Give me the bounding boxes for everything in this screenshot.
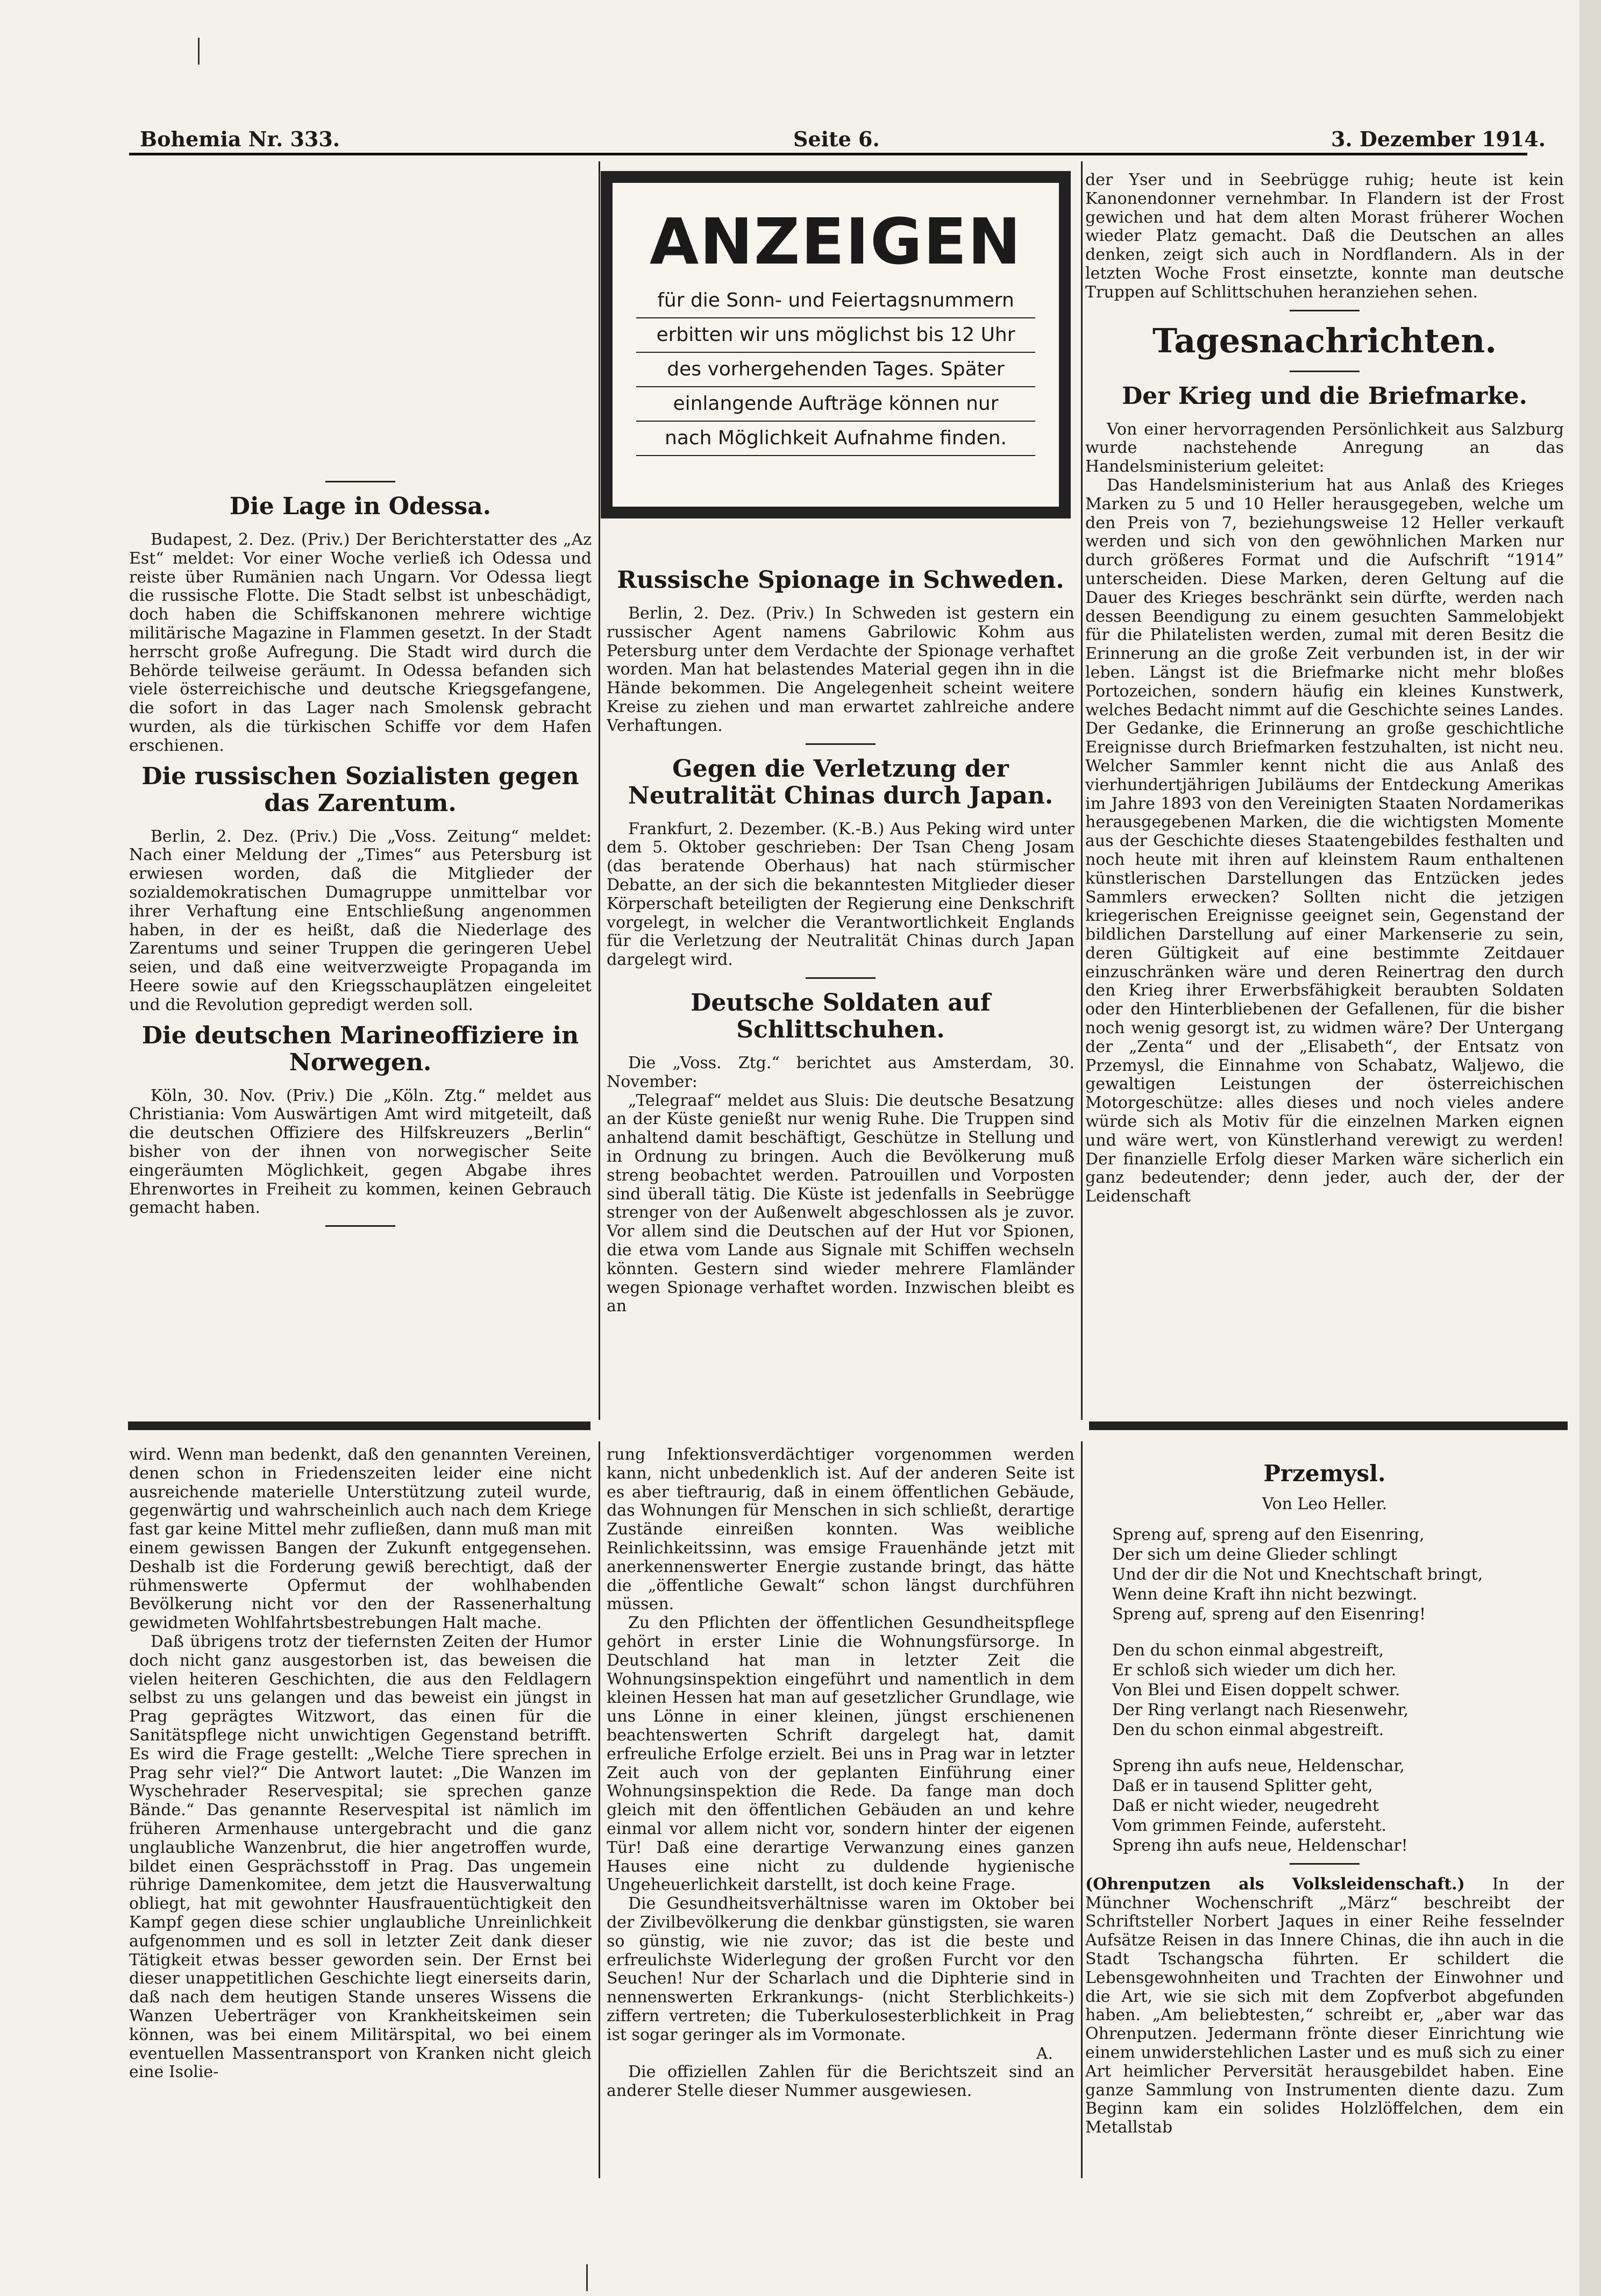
column-1-lower [129,1446,592,2199]
article-lower1-text2: Daß übrigens trotz der tiefernsten Zeiten der Humor doch nicht ganz ausgestorben ist, das beweisen die vielen heiteren Geschichten, die aus den Feldlagern selbst zu uns gelangen und das beweist ein jüngst in Prag geprägtes Witzwort, das einen für die Sanitätspflege nicht unwichtigen Gegenstand betrifft. Es wird die Frage gestellt: „Welche Tiere sprechen in Prag sehr viel?“ Die Antwort lautet: „Die Wanzen im Wyschehrader Reservespital; sie sprechen ganze Bände.“ Das genannte Reservespital ist nämlich im früheren Armenhause untergebracht und die ganz unglaubliche Wanzenbrut, die hier angetroffen wurde, bildet einen Gesprächsstoff in Prag. Das ungemein rührige Damenkomitee, dem jetzt die Hausverwaltung obliegt, hat mit gewohnter Hausfrauentüchtigkeit den Kampf gegen diese schier unglaubliche Unreinlichkeit aufgenommen und es soll in letzter Zeit dank dieser Tätigkeit etwas besser geworden sein. Der Ernst bei dieser unappetitlichen Geschichte liegt einerseits darin, daß nach dem heutigen Stande unseres Wissens die Wanzen Ueberträger von Krankheitskeimen sein können, was bei einem Militärspital, wo bei einem eventuellen Massentransport von Kranken nicht gleich eine Isolie- [129,1632,592,2082]
column-2-lower [607,1446,1075,2199]
article-schlittschuhe-text: „Telegraaf“ meldet aus Sluis: Die deutsche Besatzung an der Küste genießt nur wenig Ruhe. Die Truppen sind anhaltend damit beschäftigt, Geschütze in Stellung und in Ordnung zu bringen. Auch die Bevölkerung muß streng beobachtet werden. Patrouillen und Vorposten sind überall tätig. Die Küste ist jedenfalls in Seebrügge strenger von der Außenwelt abgeschlossen als je zuvor. Vor allem sind die Deutschen auf der Hut vor Spionen, die etwa vom Lande aus Signale mit Schiffen wechseln könnten. Gestern sind wieder mehrere Flamländer wegen Spionage verhaftet worden. Inzwischen bleibt es an [607,1091,1075,1316]
column-2-upper [607,559,1075,1398]
poem-line: Den du schon einmal abgestreift, [1112,1640,1384,1660]
article-lower2-text2: Zu den Pflichten der öffentlichen Gesundheitspflege gehört in erster Linie die Wohnungsfürsorge. In Deutschland hat man in letzter Zeit die Wohnungsinspektion eingeführt und namentlich in dem kleinen Hessen hat man auf gesetzlicher Grundlage, wie uns Lönne in einer kleinen, jüngst erschienenen beachtenswerten Schrift dargelegt hat, damit erfreuliche Erfolge erzielt. Bei uns in Prag war in letzter Zeit auch von der geplanten Einführung einer Wohnungsinspektion die Rede. Da fange man doch gleich mit den öffentlichen Gebäuden an und kehre einmal vor allem nicht vor, sondern hinter der eigenen Tür! Daß eine derartige Verwanzung eines ganzen Hauses eine nicht zu duldende hygienische Ungeheuerlichkeit darstellt, ist doch keine Frage. [607,1613,1075,1895]
article-briefmarke-text: Das Handelsministerium hat aus Anlaß des Krieges Marken zu 5 und 10 Heller herausgegeben, welche um den Preis von 7, beziehungsweise 12 Heller verkauft werden und sich von den gewöhnlichen Marken nur durch größeres Format und die Aufschrift “1914” unterscheiden. Diese Marken, deren Geltung auf die Dauer des Krieges beschränkt sein dürfte, werden nach dessen Beendigung zu einem gesuchten Sammelobjekt für die Philatelisten werden, zumal mit deren Besitz die Erinnerung an die große Zeit verbunden ist, in der wir leben. Längst ist die Briefmarke nicht mehr bloßes Portozeichen, sondern häufig ein kleines Kunstwerk, welches Bedacht nimmt auf die Geschichte seines Landes. Der Gedanke, die Erinnerung an große geschichtliche Ereignisse durch Briefmarken festzuhalten, ist nicht neu. Welcher Sammler kennt nicht die aus Anlaß des vierhundertjährigen Jubiläums der Entdeckung Amerikas im Jahre 1893 von den Vereinigten Staaten Nordamerikas herausgegebenen Marken, die die wichtigsten Momente aus der Geschichte dieses Staatengebildes festhalten und noch heute mit ihren auf kleinstem Raum enthaltenen künstlerischen Darstellungen das Entzücken jedes Sammlers erwecken? Sollten nicht die jetzigen kriegerischen Ereignisse geeignet sein, Gegenstand der bildlichen Darstellung auf einer Markenserie zu sein, deren Gültigkeit auf eine bestimmte Zeitdauer einzuschränken wäre und deren Reinertrag den durch den Krieg ihrer Erwerbsfähigkeit beraubten Soldaten oder den Hinterbliebenen der Gefallenen, für die bisher noch wenig gesorgt ist, zu widmen wäre? Der Untergang der „Zenta“ und der „Elisabeth“, der Entsatz von Przemysl, die Einnahme von Schabatz, Waljewo, die gewaltigen Leistungen der österreichischen Motorgeschütze: alles dieses und noch vieles andere würde sich als Motiv für die einzelnen Marken eignen und wäre wert, von Künstlerhand verewigt zu werden! Der finanzielle Erfolg dieser Marken wäre sicherlich ein ganz bedeutender; denn jeder, auch der, der der Leidenschaft [1085,475,1564,1206]
short-rule [1290,371,1360,372]
article-lower1-text: wird. Wenn man bedenkt, daß den genannten Vereinen, denen schon in Friedenszeiten leider eine nicht ausreichende materielle Unterstützung zuteil wurde, gegenwärtig und wahrscheinlich auch nach dem Kriege fast gar keine Mittel mehr zufließen, dann muß man mit einem gewissen Bangen der Zukunft entgegensehen. Deshalb ist die Forderung gewiß berechtigt, daß der rühmenswerte Opfermut der wohlhabenden Bevölkerung nicht vor den der Rassenerhaltung gewidmeten Wohlfahrtsbestrebungen Halt mache. [129,1446,592,1633]
section-rule [128,1421,590,1430]
column-3-upper [1085,171,1564,1408]
poem-line: Daß er in tausend Splitter geht, [1112,1776,1373,1795]
article-lower2-text: rung Infektionsverdächtiger vorgenommen werden kann, nicht unbedenklich ist. Auf der anderen Seite ist es aber tieftraurig, daß in einem öffentlichen Gebäude, das Wohnungen für Menschen in sich schließt, derartige Zustände einreißen konnten. Was weibliche Reinlichkeitssinn, was emsige Frauenhände jetzt mit anerkennenswerter Energie zustande bringt, das hätte die „öffentliche Gewalt“ schon längst durchführen müssen. [607,1446,1075,1614]
article-marine-officers-text: Köln, 30. Nov. (Priv.) Die „Köln. Ztg.“ meldet aus Christiania: Vom Auswärtigen Amt wird mitgeteilt, daß die deutschen Offiziere des Hilfskreuzers „Berlin“ bisher von der ihnen von norwegischer Seite eingeräumten Möglichkeit, gegen Abgabe ihres Ehrenwortes in Freiheit zu kommen, keinen Gebrauch gemacht haben. [129,1086,592,1218]
article-ohrenputzen-text: In der Münchner Wochenschrift „März“ beschreibt der Schriftsteller Norbert Jaques in einer Reihe fesselnder Aufsätze Reisen in das Innere Chinas, die ihn auch in die Stadt Tschangscha führten. Er schildert die Lebensgewohnheiten und Trachten der Einwohner und die Art, wie sie sich mit dem Zopfverbot abgefunden haben. „Am beliebtesten,“ schreibt er, „aber war das Ohrenputzen. Jedermann frönte dieser Einrichtung wie einem unwiderstehlichen Laster und es muß sich zu einer Art heimlicher Perversität herausgebildet haben. Eine ganze Sammlung von Instrumenten diente dazu. Zum Beginn kam ein solides Holzlöffelchen, dem ein Metallstab [1085,1874,1564,2137]
poem-line: Wenn deine Kraft ihn nicht bezwingt. [1112,1584,1418,1604]
scan-mark [198,38,200,65]
headline-briefmarke: Der Krieg und die Briefmarke. [1122,382,1527,410]
poem-line: Er schloß sich wieder um dich her. [1112,1660,1397,1680]
article-spionage-text: Berlin, 2. Dez. (Priv.) In Schweden ist gestern ein russischer Agent namens Gabrilowic Kohm aus Petersburg unter dem Verdachte der Spionage verhaftet worden. Man hat belastendes Material gegen ihn in die Hände bekommen. Die Angelegenheit scheint weitere Kreise zu ziehen und man erwartet zahlreiche andere Verhaftungen. [607,604,1075,735]
column-divider [599,161,600,1420]
article-lower2-text4: Die offiziellen Zahlen für die Berichtszeit sind an anderer Stelle dieser Nummer ausgewiesen. [607,2063,1075,2101]
header-rule [129,153,1527,155]
page-edge [1579,0,1601,2296]
article-china-japan-text: Frankfurt, 2. Dezember. (K.-B.) Aus Peking wird unter dem 5. Oktober geschrieben: Der Tsan Cheng Josam (das beratende Oberhaus) hat nach stürmischer Debatte, an der sich die bekanntesten Mitglieder dieser Körperschaft beteiligten der Regierung eine Denkschrift vorgelegt, in welcher die Verantwortlichkeit Englands für die Verletzung der Neutralität Chinas durch Japan dargelegt wird. [607,819,1075,970]
column-divider [1081,1441,1083,2178]
article-schlittschuhe-intro: Die „Voss. Ztg.“ berichtet aus Amsterdam, 30. November: [607,1053,1075,1091]
poem-line: Vom grimmen Feinde, aufersteht. [1112,1816,1386,1835]
poem-line: Der sich um deine Glieder schlingt [1112,1545,1397,1564]
short-rule [325,1225,395,1227]
page-header [129,123,1546,155]
header-issue: Bohemia Nr. 333. [140,127,340,151]
article-socialists-text: Berlin, 2. Dez. (Priv.) Die „Voss. Zeitung“ meldet: Nach einer Meldung der „Times“ aus Petersburg ist erwiesen worden, daß die Mitglieder der sozialdemokratischen Dumagruppe unmittelbar vor ihrer Verhaftung eine Entschließung angenommen haben, in der es heißt, daß die Niederlage des Zarentums und seiner Truppen die geringeren Uebel seien, und daß eine weitverzweigte Propaganda im Heere sowie auf den Kriegsschauplätzen eingeleitet und die Revolution gepredigt werden soll. [129,827,592,1014]
poem-line: Der Ring verlangt nach Riesenwehr, [1112,1700,1409,1719]
article-lower2-text3: Die Gesundheitsverhältnisse waren im Oktober bei der Zivilbevölkerung die denkbar günstigsten, sie waren so günstig, wie nie zuvor; das ist die beste und erfreulichste Widerlegung der großen Furcht vor den Seuchen! Nur der Scharlach und die Diphterie sind in nennenswerten Erkrankungs- (nicht Sterblichkeits-) ziffern vertreten; die Tuberkulosesterblichkeit in Prag ist sogar geringer als im Vormonate. [607,1894,1075,2044]
ad-line: erbitten wir uns möglichst bis 12 Uhr [636,318,1035,353]
headline-schlittschuhe: Deutsche Soldaten auf Schlittschuhen. [691,989,991,1043]
signature: A. [1036,2044,1053,2063]
article-ohrenputzen [1085,1875,1564,2137]
poem-line: Spreng ihn aufs neue, Heldenschar, [1112,1756,1405,1775]
column-divider [599,1441,600,2178]
article-odessa-text: Budapest, 2. Dez. (Priv.) Der Berichterstatter des „Az Est“ meldet: Vor einer Woche verließ ich Odessa und reiste über Rumänien nach Ungarn. Vor Odessa liegt die russische Flotte. Die Stadt selbst ist unbeschädigt, doch haben die Schiffskanonen mehrere wichtige militärische Magazine in Flammen gesetzt. In der Stadt herrscht große Aufregung. Die Stadt wird durch die Behörde teilweise geräumt. In Odessa befanden sich viele österreichische und deutsche Kriegsgefangene, die sofort in das Lager nach Smolensk gebracht wurden, als die türkischen Schiffe vor dem Hafen erschienen. [129,530,592,755]
header-page-number: Seite 6. [793,127,880,151]
poem [1112,1525,1564,1856]
headline-odessa: Die Lage in Odessa. [229,493,492,520]
short-rule [806,743,876,745]
headline-china-japan: Gegen die Verletzung der Neutralität Chinas durch Japan. [628,755,1054,809]
short-rule [806,977,876,979]
column-1-upper [129,473,592,1398]
ad-text [613,284,1059,456]
column-divider [1081,161,1083,1420]
short-rule [1290,1863,1360,1865]
ad-line: nach Möglichkeit Aufnahme finden. [636,422,1035,456]
ad-line: für die Sonn- und Feiertagsnummern [636,284,1035,318]
article-continuation: der Yser und in Seebrügge ruhig; heute ist kein Kanonendonner vernehmbar. In Flandern ist der Frost gewichen und hat dem alten Morast früherer Wochen wieder Platz gemacht. Daß die Deutschen an alles denken, zeigt sich auch in Nordflandern. Als in der letzten Woche Frost einsetzte, konnte man deutsche Truppen auf Schlittschuhen heranziehen sehen. [1085,171,1564,302]
article-ohrenputzen-title: (Ohrenputzen als Volksleidenschaft.) [1085,1874,1465,1894]
headline-marine-officers: Die deutschen Marineoffiziere in Norwegen. [141,1021,579,1076]
column-3-lower [1085,1446,1564,2199]
header-date: 3. Dezember 1914. [1331,127,1546,151]
section-title-tagesnachrichten: Tagesnachrichten. [1152,321,1497,360]
poem-line: Und der dir die Not und Knechtschaft bringt, [1112,1565,1483,1584]
ad-line: einlangende Aufträge können nur [636,387,1035,422]
headline-socialists: Die russischen Sozialisten gegen das Zarentum. [141,762,579,817]
short-rule [325,481,395,482]
poem-line: Von Blei und Eisen doppelt schwer. [1112,1680,1400,1700]
ad-title: ANZEIGEN [649,204,1022,279]
poem-line: Spreng auf, spreng auf den Eisenring! [1112,1604,1426,1624]
short-rule [1290,310,1360,311]
poem-author: Von Leo Heller. [1262,1495,1387,1513]
ad-line: des vorhergehenden Tages. Später [636,353,1035,387]
article-briefmarke-intro: Von einer hervorragenden Persönlichkeit aus Salzburg wurde nachstehende Anregung an das Handelsministerium geleitet: [1085,420,1564,477]
poem-line: Den du schon einmal abgestreift. [1112,1720,1384,1739]
scan-mark [586,2264,588,2291]
poem-line: Spreng auf, spreng auf den Eisenring, [1112,1525,1425,1544]
poem-line: Spreng ihn aufs neue, Heldenschar! [1112,1836,1408,1855]
poem-title: Przemysl. [1263,1460,1386,1487]
section-rule [1089,1421,1568,1430]
poem-line: Daß er nicht wieder, neugedreht [1112,1796,1379,1815]
advertisement-box [601,171,1071,518]
headline-spionage: Russische Spionage in Schweden. [617,566,1064,594]
